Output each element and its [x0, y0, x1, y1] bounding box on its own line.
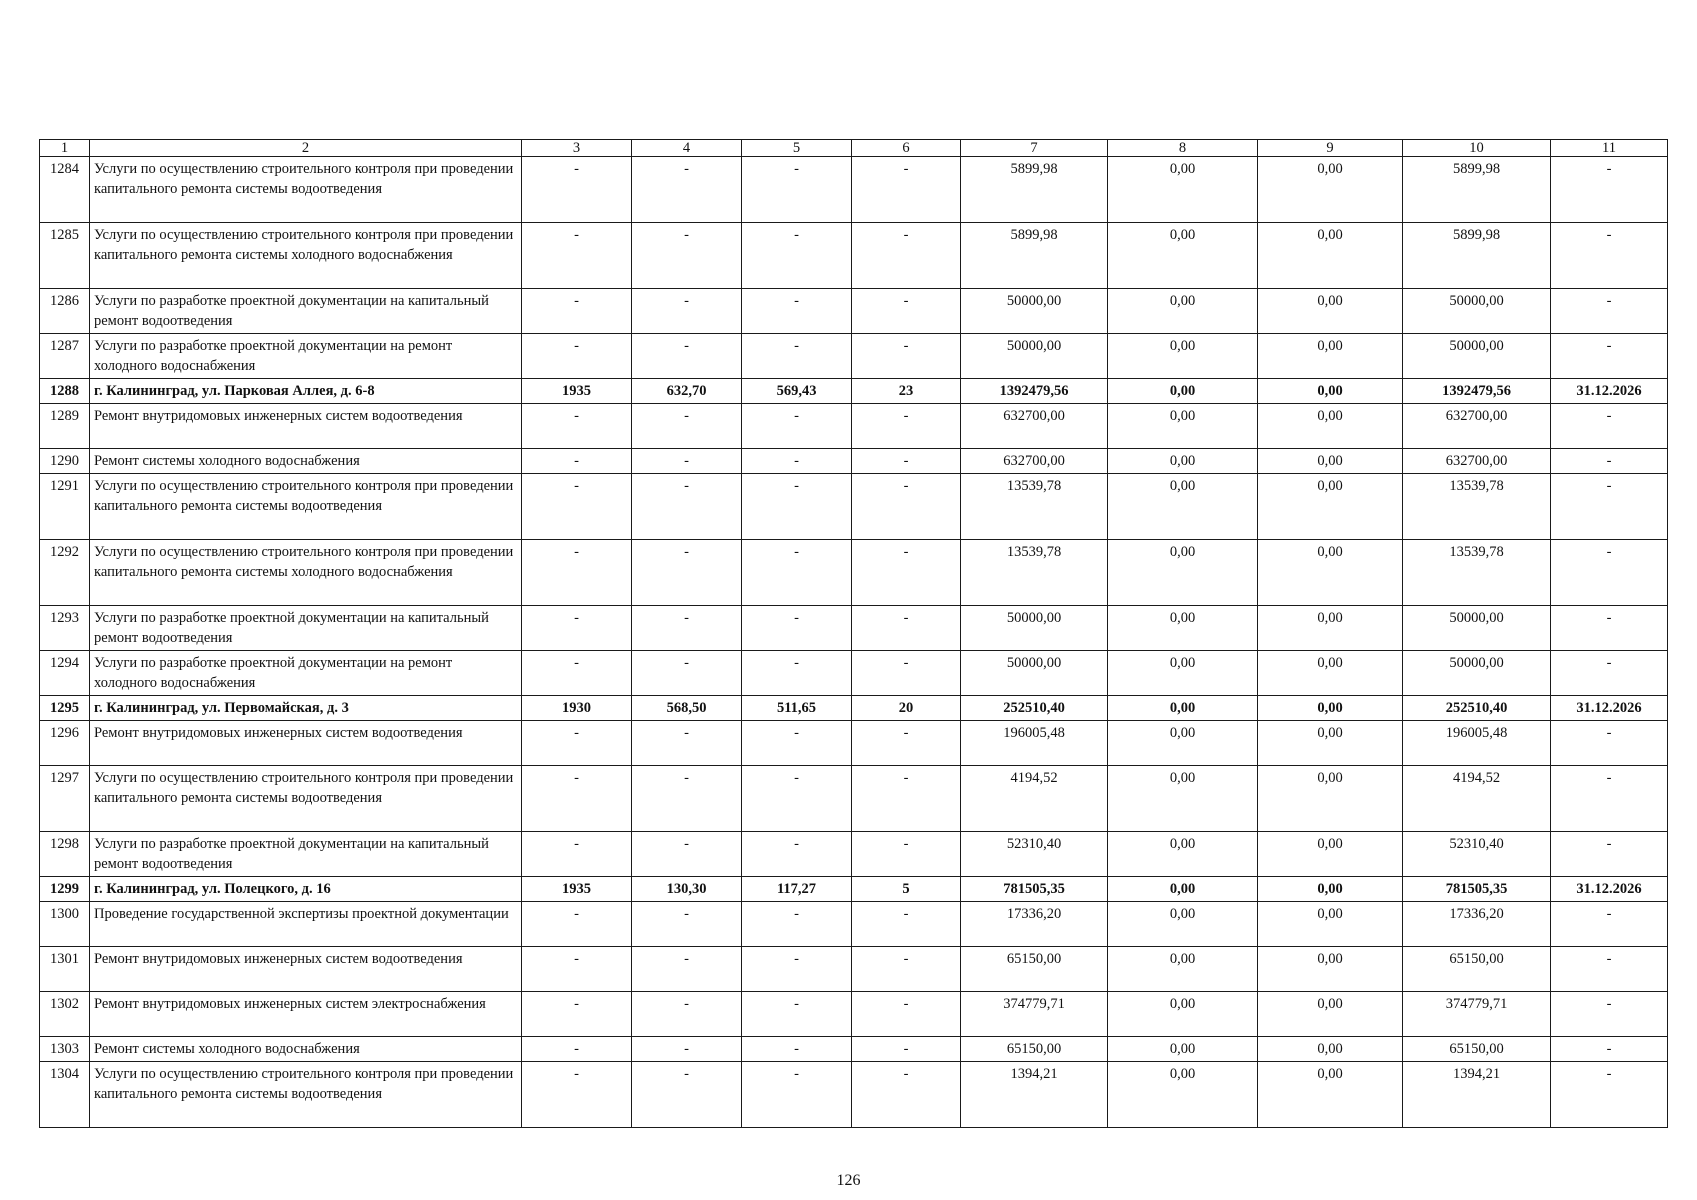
col-10: 13539,78	[1403, 474, 1551, 540]
table-row	[40, 902, 1668, 947]
table-row	[40, 474, 1668, 540]
col-8: 0,00	[1108, 223, 1258, 289]
header-row	[40, 140, 1668, 157]
col-5: -	[742, 1062, 852, 1128]
col-4: -	[632, 832, 742, 877]
col-6: -	[852, 606, 961, 651]
col-7: 196005,48	[961, 721, 1108, 766]
col-3: -	[522, 832, 632, 877]
row-number: 1289	[40, 404, 90, 449]
item-name: Услуги по разработке проектной документации на ремонт холодного водоснабжения	[90, 651, 522, 696]
table-body	[40, 157, 1668, 1128]
column-header-1: 1	[40, 140, 90, 157]
col-5: -	[742, 540, 852, 606]
row-number: 1286	[40, 289, 90, 334]
col-9: 0,00	[1258, 540, 1403, 606]
col-7: 50000,00	[961, 334, 1108, 379]
col-11: -	[1551, 334, 1668, 379]
table-row	[40, 766, 1668, 832]
col-10: 65150,00	[1403, 1037, 1551, 1062]
col-5: -	[742, 474, 852, 540]
col-7: 5899,98	[961, 223, 1108, 289]
item-name: Услуги по осуществлению строительного контроля при проведении капитального ремонта системы водоотведения	[90, 1062, 522, 1128]
col-10: 196005,48	[1403, 721, 1551, 766]
col-6: -	[852, 223, 961, 289]
col-7: 50000,00	[961, 606, 1108, 651]
col-4: -	[632, 992, 742, 1037]
col-8: 0,00	[1108, 832, 1258, 877]
table-row	[40, 334, 1668, 379]
col-10: 374779,71	[1403, 992, 1551, 1037]
col-9: 0,00	[1258, 449, 1403, 474]
col-5: -	[742, 223, 852, 289]
col-6: 23	[852, 379, 961, 404]
row-number: 1292	[40, 540, 90, 606]
table-row	[40, 832, 1668, 877]
col-9: 0,00	[1258, 289, 1403, 334]
col-6: -	[852, 721, 961, 766]
col-7: 50000,00	[961, 289, 1108, 334]
col-9: 0,00	[1258, 606, 1403, 651]
col-8: 0,00	[1108, 379, 1258, 404]
col-4: -	[632, 540, 742, 606]
col-4: -	[632, 1062, 742, 1128]
col-4: -	[632, 606, 742, 651]
col-7: 4194,52	[961, 766, 1108, 832]
col-10: 1394,21	[1403, 1062, 1551, 1128]
col-5: -	[742, 334, 852, 379]
col-5: -	[742, 721, 852, 766]
col-6: 5	[852, 877, 961, 902]
col-4: -	[632, 223, 742, 289]
col-9: 0,00	[1258, 1037, 1403, 1062]
item-name: Ремонт системы холодного водоснабжения	[90, 1037, 522, 1062]
col-4: -	[632, 449, 742, 474]
col-11: -	[1551, 606, 1668, 651]
col-3: -	[522, 1062, 632, 1128]
row-number: 1298	[40, 832, 90, 877]
row-number: 1302	[40, 992, 90, 1037]
col-8: 0,00	[1108, 289, 1258, 334]
col-5: -	[742, 832, 852, 877]
table-row	[40, 289, 1668, 334]
col-5: -	[742, 1037, 852, 1062]
item-name: Проведение государственной экспертизы проектной документации	[90, 902, 522, 947]
col-4: -	[632, 902, 742, 947]
table-row	[40, 992, 1668, 1037]
table-row	[40, 157, 1668, 223]
col-3: -	[522, 721, 632, 766]
col-9: 0,00	[1258, 992, 1403, 1037]
col-10: 5899,98	[1403, 157, 1551, 223]
column-header-3: 3	[522, 140, 632, 157]
item-name: г. Калининград, ул. Полецкого, д. 16	[90, 877, 522, 902]
col-7: 17336,20	[961, 902, 1108, 947]
col-5: -	[742, 157, 852, 223]
column-header-8: 8	[1108, 140, 1258, 157]
row-number: 1285	[40, 223, 90, 289]
col-4: 130,30	[632, 877, 742, 902]
col-11: -	[1551, 449, 1668, 474]
col-8: 0,00	[1108, 696, 1258, 721]
col-11: -	[1551, 157, 1668, 223]
row-number: 1291	[40, 474, 90, 540]
col-11: -	[1551, 766, 1668, 832]
col-10: 50000,00	[1403, 606, 1551, 651]
row-number: 1296	[40, 721, 90, 766]
col-11: 31.12.2026	[1551, 877, 1668, 902]
row-number: 1297	[40, 766, 90, 832]
row-number: 1294	[40, 651, 90, 696]
col-6: -	[852, 1062, 961, 1128]
item-name: Услуги по осуществлению строительного контроля при проведении капитального ремонта системы холодного водоснабжения	[90, 223, 522, 289]
col-11: -	[1551, 540, 1668, 606]
col-9: 0,00	[1258, 651, 1403, 696]
col-11: 31.12.2026	[1551, 379, 1668, 404]
col-5: 569,43	[742, 379, 852, 404]
col-5: 511,65	[742, 696, 852, 721]
col-3: -	[522, 157, 632, 223]
table-row	[40, 606, 1668, 651]
col-9: 0,00	[1258, 157, 1403, 223]
row-number: 1295	[40, 696, 90, 721]
col-6: -	[852, 651, 961, 696]
col-7: 252510,40	[961, 696, 1108, 721]
col-6: -	[852, 1037, 961, 1062]
col-8: 0,00	[1108, 947, 1258, 992]
col-6: -	[852, 404, 961, 449]
col-5: -	[742, 449, 852, 474]
col-4: -	[632, 289, 742, 334]
table-row	[40, 404, 1668, 449]
row-number: 1304	[40, 1062, 90, 1128]
table-row	[40, 947, 1668, 992]
item-name: Услуги по осуществлению строительного контроля при проведении капитального ремонта системы водоотведения	[90, 766, 522, 832]
col-5: -	[742, 992, 852, 1037]
col-5: 117,27	[742, 877, 852, 902]
col-3: -	[522, 902, 632, 947]
col-5: -	[742, 404, 852, 449]
col-11: -	[1551, 289, 1668, 334]
col-5: -	[742, 902, 852, 947]
col-3: -	[522, 540, 632, 606]
column-header-9: 9	[1258, 140, 1403, 157]
col-3: -	[522, 474, 632, 540]
column-header-5: 5	[742, 140, 852, 157]
col-8: 0,00	[1108, 992, 1258, 1037]
page-number: 126	[836, 1172, 861, 1189]
col-3: 1930	[522, 696, 632, 721]
col-10: 65150,00	[1403, 947, 1551, 992]
col-6: -	[852, 540, 961, 606]
row-number: 1300	[40, 902, 90, 947]
col-9: 0,00	[1258, 474, 1403, 540]
item-name: Услуги по осуществлению строительного контроля при проведении капитального ремонта системы водоотведения	[90, 474, 522, 540]
col-7: 65150,00	[961, 947, 1108, 992]
col-8: 0,00	[1108, 449, 1258, 474]
col-3: -	[522, 404, 632, 449]
col-11: 31.12.2026	[1551, 696, 1668, 721]
table-row	[40, 1037, 1668, 1062]
column-header-7: 7	[961, 140, 1108, 157]
col-6: 20	[852, 696, 961, 721]
col-3: -	[522, 606, 632, 651]
col-8: 0,00	[1108, 1037, 1258, 1062]
col-5: -	[742, 606, 852, 651]
item-name: Услуги по разработке проектной документации на ремонт холодного водоснабжения	[90, 334, 522, 379]
table-row	[40, 721, 1668, 766]
col-5: -	[742, 766, 852, 832]
address-row	[40, 379, 1668, 404]
col-6: -	[852, 289, 961, 334]
col-3: -	[522, 651, 632, 696]
col-5: -	[742, 289, 852, 334]
column-header-2: 2	[90, 140, 522, 157]
column-header-10: 10	[1403, 140, 1551, 157]
item-name: Услуги по осуществлению строительного контроля при проведении капитального ремонта системы водоотведения	[90, 157, 522, 223]
col-3: -	[522, 449, 632, 474]
col-3: -	[522, 334, 632, 379]
item-name: Услуги по разработке проектной документации на капитальный ремонт водоотведения	[90, 289, 522, 334]
col-8: 0,00	[1108, 404, 1258, 449]
item-name: Ремонт внутридомовых инженерных систем электроснабжения	[90, 992, 522, 1037]
col-8: 0,00	[1108, 902, 1258, 947]
col-4: -	[632, 651, 742, 696]
col-11: -	[1551, 651, 1668, 696]
col-3: -	[522, 992, 632, 1037]
col-4: 568,50	[632, 696, 742, 721]
col-5: -	[742, 947, 852, 992]
col-9: 0,00	[1258, 1062, 1403, 1128]
col-9: 0,00	[1258, 334, 1403, 379]
capital-repair-table	[39, 139, 1668, 1128]
col-10: 632700,00	[1403, 449, 1551, 474]
table-row	[40, 651, 1668, 696]
col-8: 0,00	[1108, 157, 1258, 223]
table-row	[40, 1062, 1668, 1128]
column-header-6: 6	[852, 140, 961, 157]
col-11: -	[1551, 832, 1668, 877]
col-8: 0,00	[1108, 334, 1258, 379]
table-row	[40, 540, 1668, 606]
col-10: 632700,00	[1403, 404, 1551, 449]
col-6: -	[852, 334, 961, 379]
col-7: 632700,00	[961, 404, 1108, 449]
col-6: -	[852, 766, 961, 832]
col-9: 0,00	[1258, 766, 1403, 832]
col-7: 50000,00	[961, 651, 1108, 696]
col-6: -	[852, 992, 961, 1037]
item-name: Услуги по разработке проектной документации на капитальный ремонт водоотведения	[90, 606, 522, 651]
col-8: 0,00	[1108, 474, 1258, 540]
col-3: -	[522, 223, 632, 289]
col-8: 0,00	[1108, 651, 1258, 696]
col-11: -	[1551, 902, 1668, 947]
col-9: 0,00	[1258, 832, 1403, 877]
row-number: 1290	[40, 449, 90, 474]
address-row	[40, 877, 1668, 902]
col-6: -	[852, 474, 961, 540]
col-8: 0,00	[1108, 540, 1258, 606]
col-3: -	[522, 947, 632, 992]
col-3: -	[522, 766, 632, 832]
col-11: -	[1551, 721, 1668, 766]
col-10: 50000,00	[1403, 289, 1551, 334]
item-name: Ремонт системы холодного водоснабжения	[90, 449, 522, 474]
col-7: 1392479,56	[961, 379, 1108, 404]
col-9: 0,00	[1258, 721, 1403, 766]
col-10: 50000,00	[1403, 651, 1551, 696]
col-10: 4194,52	[1403, 766, 1551, 832]
col-7: 632700,00	[961, 449, 1108, 474]
col-3: 1935	[522, 379, 632, 404]
row-number: 1301	[40, 947, 90, 992]
col-10: 13539,78	[1403, 540, 1551, 606]
col-10: 50000,00	[1403, 334, 1551, 379]
col-4: -	[632, 157, 742, 223]
col-4: -	[632, 947, 742, 992]
col-9: 0,00	[1258, 696, 1403, 721]
col-11: -	[1551, 1037, 1668, 1062]
col-8: 0,00	[1108, 1062, 1258, 1128]
col-7: 52310,40	[961, 832, 1108, 877]
col-11: -	[1551, 1062, 1668, 1128]
col-3: -	[522, 289, 632, 334]
row-number: 1284	[40, 157, 90, 223]
table-row	[40, 449, 1668, 474]
row-number: 1299	[40, 877, 90, 902]
col-10: 5899,98	[1403, 223, 1551, 289]
col-9: 0,00	[1258, 877, 1403, 902]
col-7: 13539,78	[961, 474, 1108, 540]
col-10: 52310,40	[1403, 832, 1551, 877]
col-9: 0,00	[1258, 404, 1403, 449]
table-row	[40, 223, 1668, 289]
row-number: 1293	[40, 606, 90, 651]
item-name: Услуги по разработке проектной документации на капитальный ремонт водоотведения	[90, 832, 522, 877]
column-header-11: 11	[1551, 140, 1668, 157]
item-name: Услуги по осуществлению строительного контроля при проведении капитального ремонта системы холодного водоснабжения	[90, 540, 522, 606]
col-6: -	[852, 947, 961, 992]
col-3: 1935	[522, 877, 632, 902]
col-8: 0,00	[1108, 721, 1258, 766]
col-10: 252510,40	[1403, 696, 1551, 721]
col-4: -	[632, 474, 742, 540]
col-9: 0,00	[1258, 902, 1403, 947]
col-10: 17336,20	[1403, 902, 1551, 947]
col-4: -	[632, 721, 742, 766]
col-6: -	[852, 449, 961, 474]
col-3: -	[522, 1037, 632, 1062]
row-number: 1303	[40, 1037, 90, 1062]
row-number: 1287	[40, 334, 90, 379]
col-4: 632,70	[632, 379, 742, 404]
col-5: -	[742, 651, 852, 696]
col-11: -	[1551, 947, 1668, 992]
item-name: Ремонт внутридомовых инженерных систем водоотведения	[90, 404, 522, 449]
item-name: г. Калининград, ул. Парковая Аллея, д. 6-8	[90, 379, 522, 404]
col-4: -	[632, 334, 742, 379]
row-number: 1288	[40, 379, 90, 404]
col-9: 0,00	[1258, 947, 1403, 992]
item-name: Ремонт внутридомовых инженерных систем водоотведения	[90, 721, 522, 766]
col-11: -	[1551, 474, 1668, 540]
col-11: -	[1551, 223, 1668, 289]
item-name: Ремонт внутридомовых инженерных систем водоотведения	[90, 947, 522, 992]
col-7: 13539,78	[961, 540, 1108, 606]
col-6: -	[852, 902, 961, 947]
col-7: 65150,00	[961, 1037, 1108, 1062]
column-header-4: 4	[632, 140, 742, 157]
col-4: -	[632, 1037, 742, 1062]
col-11: -	[1551, 404, 1668, 449]
col-7: 5899,98	[961, 157, 1108, 223]
col-8: 0,00	[1108, 606, 1258, 651]
col-10: 781505,35	[1403, 877, 1551, 902]
col-6: -	[852, 832, 961, 877]
col-4: -	[632, 404, 742, 449]
col-9: 0,00	[1258, 379, 1403, 404]
col-8: 0,00	[1108, 766, 1258, 832]
col-6: -	[852, 157, 961, 223]
col-8: 0,00	[1108, 877, 1258, 902]
col-9: 0,00	[1258, 223, 1403, 289]
col-11: -	[1551, 992, 1668, 1037]
col-4: -	[632, 766, 742, 832]
col-10: 1392479,56	[1403, 379, 1551, 404]
address-row	[40, 696, 1668, 721]
item-name: г. Калининград, ул. Первомайская, д. 3	[90, 696, 522, 721]
col-7: 781505,35	[961, 877, 1108, 902]
col-7: 374779,71	[961, 992, 1108, 1037]
col-7: 1394,21	[961, 1062, 1108, 1128]
